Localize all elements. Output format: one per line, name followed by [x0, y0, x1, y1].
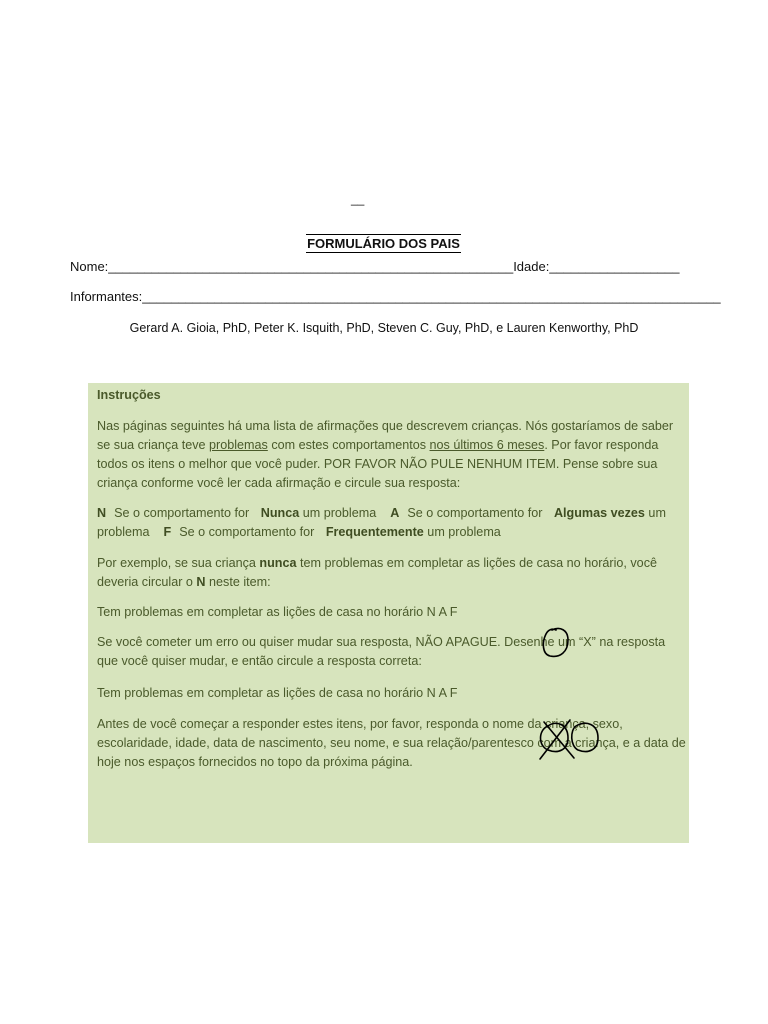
idade-label: Idade: — [513, 259, 550, 274]
form-title: FORMULÁRIO DOS PAIS — [307, 236, 460, 251]
idade-field[interactable]: __________________ — [549, 259, 680, 274]
informantes-label: Informantes: — [70, 289, 143, 304]
response-scale — [97, 504, 687, 542]
example-item-2: Tem problemas em completar as lições de casa no horário N A F — [97, 686, 458, 700]
scale-a-text-a: Se o comportamento for — [407, 506, 546, 520]
final-instructions: Antes de você começar a responder estes itens, por favor, responda o nome da criança, sexo, escolaridade, idade, data de nascimento, seu nome, e sua relação/parentesco com a criança, e a data de hoje nos espaços fornecidos no topo da próxima página. — [97, 717, 686, 769]
scale-a-bold: Algumas vezes — [553, 506, 645, 520]
example-bold-n: N — [196, 575, 206, 589]
example1-circle-mark — [543, 628, 568, 656]
example-text-1: Por exemplo, se sua criança — [97, 556, 260, 570]
intro-text-3: . Por favor responda todos os itens o melhor que você puder. POR FAVOR NÃO PULE NENHUM ITEM. Pense sobre sua criança conforme você ler cada afirmação e circule sua resposta: — [97, 438, 659, 490]
nome-idade-row — [70, 259, 679, 274]
scale-f-text-b: um problema — [423, 525, 501, 539]
authors-line: Gerard A. Gioia, PhD, Peter K. Isquith, PhD, Steven C. Guy, PhD, e Lauren Kenworthy, PhD — [129, 321, 639, 335]
scale-n-text-a: Se o comportamento for — [114, 506, 253, 520]
scale-f-bold: Frequentemente — [325, 525, 424, 539]
instructions-heading: Instruções — [97, 388, 161, 402]
example-explanation — [97, 554, 687, 592]
informantes-field[interactable]: ________________________________________________________________________________ — [142, 289, 721, 304]
example-text-3: neste item: — [205, 575, 271, 589]
example-item-1: Tem problemas em completar as lições de casa no horário N A F — [97, 605, 458, 619]
example2-circle-a-mark — [572, 723, 598, 751]
scale-n-text-b: um problema — [299, 506, 377, 520]
example-text-2: tem problemas em completar as lições de casa no horário, você deveria circular o — [97, 556, 657, 589]
example2-cross-mark-1 — [540, 720, 570, 759]
intro-text-1: Nas páginas seguintes há uma lista de afirmações que descrevem crianças. Nós gostaríamos de saber se sua criança teve — [97, 419, 674, 452]
example2-cross-mark-2 — [544, 722, 574, 758]
hand-drawn-marks — [530, 622, 610, 772]
instructions-paragraph-intro — [97, 417, 687, 493]
correction-instructions: Se você cometer um erro ou quiser mudar sua resposta, NÃO APAGUE. Desenhe um “X” na resposta que você quiser mudar, e então circule a resposta correta: — [97, 635, 666, 668]
nome-label: Nome: — [70, 259, 109, 274]
scale-n-bold: Nunca — [260, 506, 300, 520]
intro-underlined-problemas: problemas — [209, 438, 268, 452]
informantes-row — [70, 289, 721, 304]
scale-n-letter: N — [97, 506, 107, 520]
scale-f-letter: F — [163, 525, 172, 539]
scale-f-text-a: Se o comportamento for — [179, 525, 318, 539]
scale-a-text-b: um problema — [97, 506, 666, 539]
instructions-box — [88, 383, 689, 843]
intro-text-2: com estes comportamentos — [267, 438, 430, 452]
title-overline — [306, 234, 461, 235]
example-bold-nunca: nunca — [259, 556, 297, 570]
top-dash: __ — [351, 192, 365, 206]
nome-field[interactable]: ________________________________________________________ — [108, 259, 514, 274]
intro-underlined-period: nos últimos 6 meses — [429, 438, 545, 452]
scale-a-letter: A — [390, 506, 400, 520]
